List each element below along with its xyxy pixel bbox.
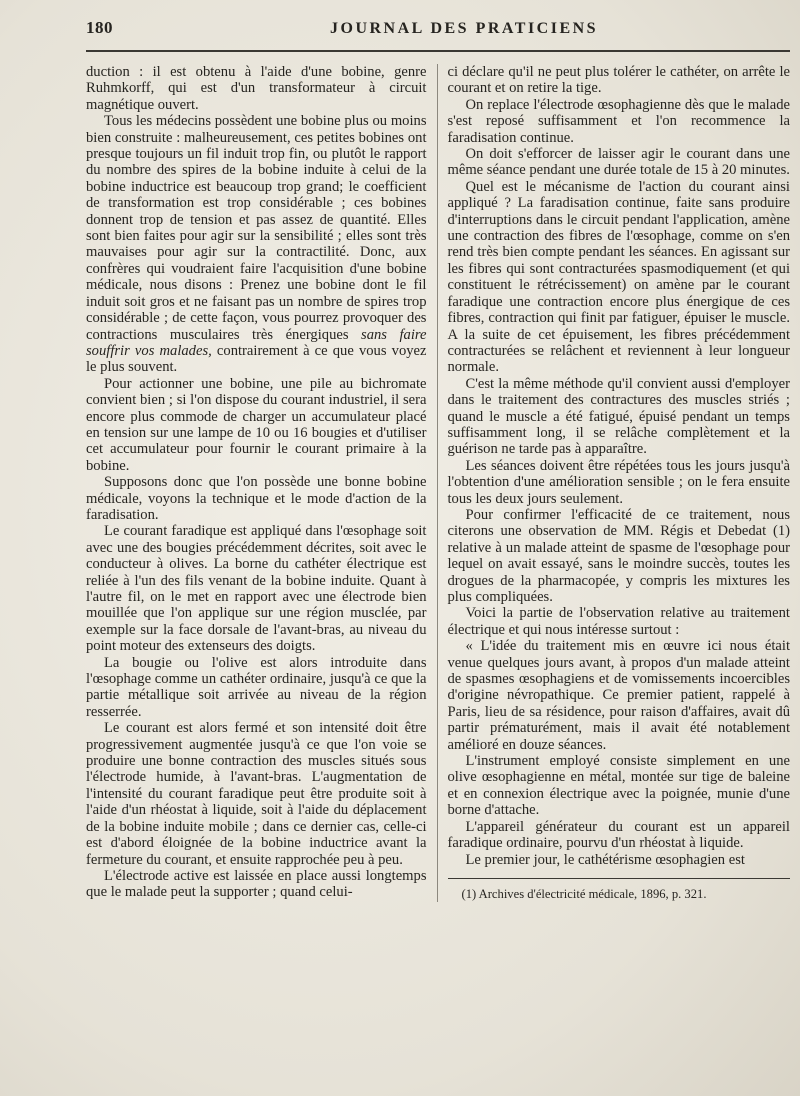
paragraph: Pour confirmer l'efficacité de ce traitement, nous citerons une observation de MM. Régis et Debedat (1) relative à un malade atteint de spasme de l'œsophage pour lequel on avait essayé, sans le moindre succès, toutes les drogues de la pharmacopée, y compris les mixtures les plus compliquées. xyxy=(447,506,790,605)
paragraph: Voici la partie de l'observation relative au traitement électrique et qui nous intéresse surtout : xyxy=(447,605,790,638)
paragraph-text: Tous les médecins possèdent une bobine plus ou moins bien construite : malheureusement, ces petites bobines ont presque toujours un fil induit trop fin, ou plutôt le rapport du nombre des spires de la bobine induite à celui de la bobine inductrice est beaucoup trop grand; le coefficient de transformation est trop considérable ; ces bobines donnent trop de tension et pas assez de quantité. Elles sont bien faites pour agir sur la sensibilité ; elles sont très mauvaises pour agir sur la contractilité. Donc, aux confrères qui voudraient faire l'acquisition d'une bobine médicale, nous disons : Prenez une bobine dont le fil induit soit gros et ne faisant pas un nombre de spires trop considérable ; de cette façon, vous pourrez provoquer des contractions musculaires très énergiques xyxy=(86,113,427,343)
paragraph: Quel est le mécanisme de l'action du courant ainsi appliqué ? La faradisation continue, faite sans produire d'interruptions dans le circuit pendant l'application, amène une contraction des fibres de l'œsophage, comme on s'en rend très bien compte pendant les séances. En agissant sur les fibres qui sont contracturées spasmodiquement (et qui constituent le rétrécissement) on amène par le courant faradique une contraction encore plus énergique de ces fibres, contraction qui finit par fatiguer, épuiser le muscle. A la suite de cet épuisement, les fibres précédemment contracturées se relâchent et reviennent à leur longueur normale. xyxy=(447,178,790,376)
paragraph: ci déclare qu'il ne peut plus tolérer le cathéter, on arrête le courant et on retire la tige. xyxy=(447,64,790,97)
paragraph: C'est la même méthode qu'il convient aussi d'employer dans le traitement des contractures des muscles striés ; quand le muscle a été fatigué, épuisé pendant un temps suffisamment long, il se relâche complètement et la guérison ne tarde pas à apparaître. xyxy=(447,375,790,458)
footnote-divider xyxy=(448,878,791,879)
paragraph xyxy=(86,113,427,376)
paragraph: On doit s'efforcer de laisser agir le courant dans une même séance pendant une durée totale de 15 à 20 minutes. xyxy=(447,146,790,179)
journal-title: JOURNAL DES PRATICIENS xyxy=(330,20,599,37)
right-column xyxy=(437,64,791,902)
paragraph: Le premier jour, le cathétérisme œsophagien est xyxy=(465,851,745,868)
text-columns xyxy=(86,64,790,902)
paragraph: Pour actionner une bobine, une pile au bichromate convient bien ; si l'on dispose du courant industriel, il sera encore plus commode de charger un accumulateur placé en tension sur une lampe de 10 ou 16 bougies et d'utiliser cet accumulateur pour fournir le courant primaire à la bobine. xyxy=(86,375,427,474)
paragraph: Les séances doivent être répétées tous les jours jusqu'à l'obtention d'une amélioration sensible ; on le fera ensuite tous les deux jours seulement. xyxy=(447,457,790,507)
paragraph-text: contrairement à ce que vous voyez le plus souvent. xyxy=(86,342,427,376)
paragraph: Le courant est alors fermé et son intensité doit être progressivement augmentée jusqu'à ce que l'on voie se produire une bonne contraction des muscles situés sous l'électrode humide, à l'avant-bras. L'augmentation de l'intensité du courant faradique peut être produite soit à l'aide d'un rhéostat à liquide, soit à l'aide du déplacement de la bobine induite mobile ; dans ce dernier cas, celle-ci est d'abord éloignée de la bobine inductrice avant la fermeture du courant, et ensuite rapprochée peu à peu. xyxy=(86,720,427,868)
paragraph: duction : il est obtenu à l'aide d'une bobine, genre Ruhmkorff, qui est d'un transformateur à circuit magnétique ouvert. xyxy=(86,64,427,113)
paragraph: On replace l'électrode œsophagienne dès que le malade s'est reposé suffisamment et l'on recommence la faradisation continue. xyxy=(447,96,790,146)
paragraph: L'appareil générateur du courant est un appareil faradique ordinaire, pourvu d'un rhéostat à liquide. xyxy=(447,818,790,852)
page-number: 180 xyxy=(86,18,113,37)
page-header xyxy=(86,18,790,52)
footnote: (1) Archives d'électricité médicale, 1896, p. 321. xyxy=(461,886,707,901)
paragraph: Le courant faradique est appliqué dans l'œsophage soit avec une des bougies précédemment décrites, soit avec le conducteur à olives. La borne du cathéter électrique est reliée à l'un des fils venant de la bobine induite. Quant à l'autre fil, on le met en rapport avec une électrode bien mouillée que l'on applique sur une région musclée, par exemple sur la face dorsale de l'avant-bras, au niveau du point moteur des extenseurs des doigts. xyxy=(86,523,427,655)
paragraph: « L'idée du traitement mis en œuvre ici nous était venue quelques jours avant, à propos d'un malade atteint de spasmes œsophagiens et de vomissements incoercibles d'origine névropathique. Ce premier patient, rappelé à Paris, lieu de sa résidence, pour raison d'affaires, avait dû partir prématurément, mais il avait été notablement amélioré en douze séances. xyxy=(447,638,790,753)
paragraph: L'instrument employé consiste simplement en une olive œsophagienne en métal, montée sur tige de baleine et en connexion électrique avec la poignée, munie d'une borne d'attache. xyxy=(447,753,790,819)
paragraph: Supposons donc que l'on possède une bonne bobine médicale, voyons la technique et le mode d'action de la faradisation. xyxy=(86,474,427,523)
paragraph: L'électrode active est laissée en place aussi longtemps que le malade peut la supporter ; quand celui- xyxy=(86,867,427,901)
italic-phrase: sans faire souffrir vos malades, xyxy=(86,326,427,359)
paragraph: La bougie ou l'olive est alors introduite dans l'œsophage comme un cathéter ordinaire, jusqu'à ce que la partie métallique soit arrivée au niveau de la région resserrée. xyxy=(86,654,427,720)
left-column xyxy=(86,64,427,902)
